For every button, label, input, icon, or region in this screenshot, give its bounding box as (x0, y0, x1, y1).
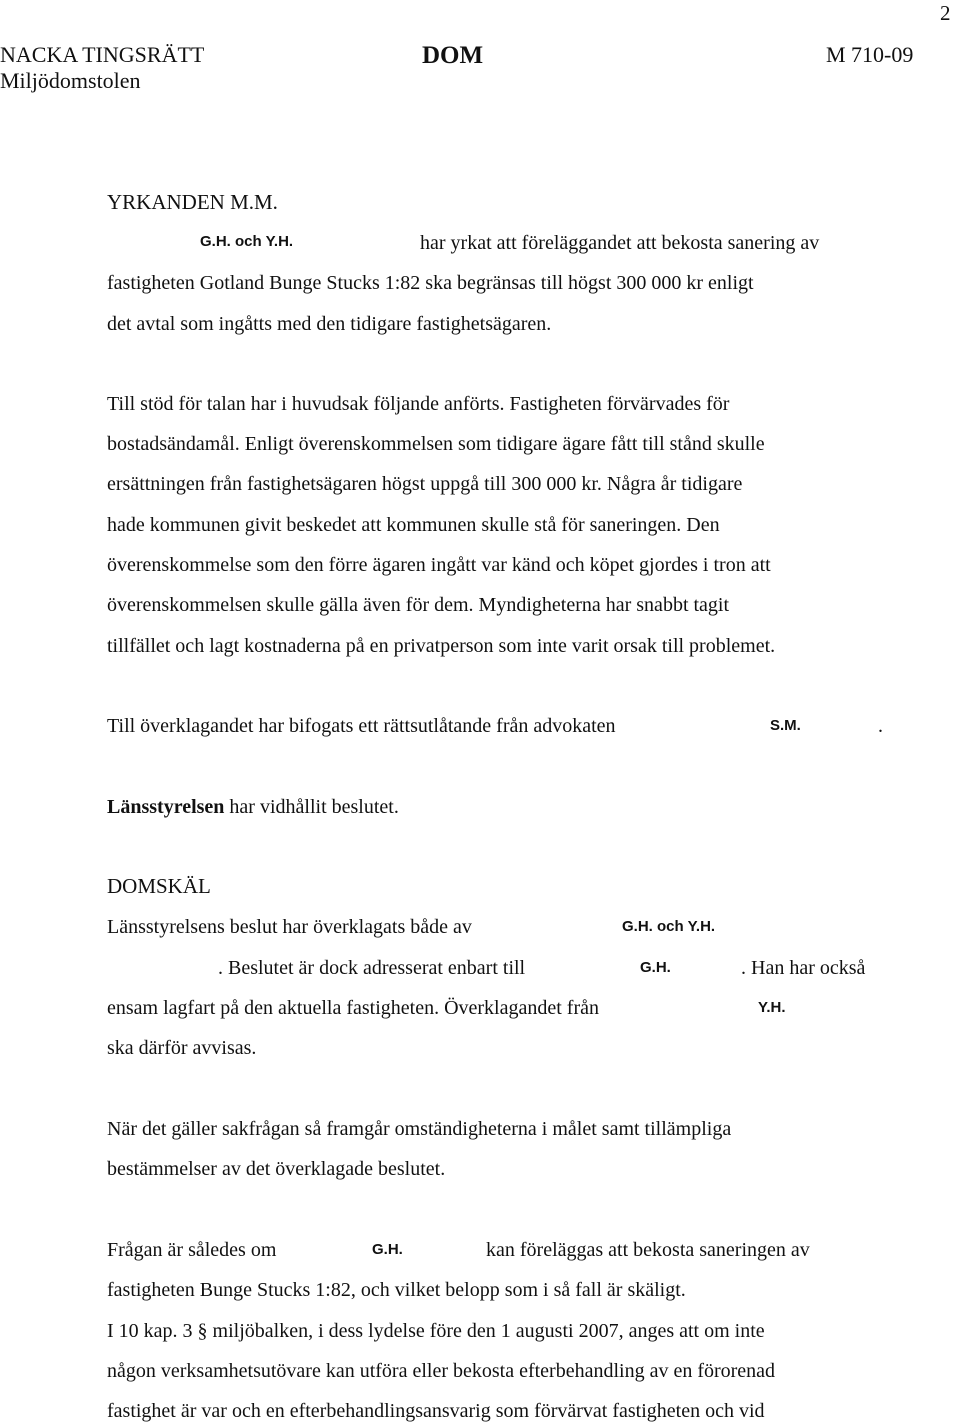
sakfragan-line-2: bestämmelser av det överklagade beslutet. (107, 1158, 446, 1180)
yrkanden-line-3: det avtal som ingåtts med den tidigare fastighetsägaren. (107, 313, 552, 335)
fragan-line-1-end: kan föreläggas att bekosta saneringen av (486, 1239, 810, 1261)
fragan-line-5: fastighet är var och en efterbehandlingsansvarig som förvärvat fastigheten och vid (107, 1400, 765, 1422)
domskal-line-1: Länsstyrelsens beslut har överklagats både av (107, 916, 472, 938)
support-line-2: bostadsändamål. Enligt överenskommelsen som tidigare ägare fått till stånd skulle (107, 433, 765, 455)
attachment-end: . (878, 715, 883, 737)
fragan-line-2: fastigheten Bunge Stucks 1:82, och vilket belopp som i så fall är skäligt. (107, 1279, 686, 1301)
fragan-line-1: Frågan är således om (107, 1239, 277, 1261)
case-number: M 710-09 (826, 42, 914, 67)
lansstyrelsen-text: har vidhållit beslutet. (224, 796, 399, 818)
fragan-line-1-name: G.H. (372, 1241, 403, 1258)
support-line-4: hade kommunen givit beskedet att kommunen skulle stå för saneringen. Den (107, 514, 720, 536)
attachment-text: Till överklagandet har bifogats ett rättsutlåtande från advokaten (107, 715, 616, 737)
court-division: Miljödomstolen (0, 68, 141, 93)
support-line-6: överenskommelsen skulle gälla även för dem. Myndigheterna har snabbt tagit (107, 594, 730, 616)
document-type: DOM (422, 42, 484, 69)
support-line-1: Till stöd för talan har i huvudsak följande anförts. Fastigheten förvärvades för (107, 393, 730, 415)
domskal-line-3: ensam lagfart på den aktuella fastigheten. Överklagandet från (107, 997, 600, 1019)
lansstyrelsen-statement (107, 794, 399, 820)
court-name: NACKA TINGSRÄTT (0, 42, 205, 67)
domskal-line-2-end: . Han har också (741, 957, 866, 979)
section-heading-yrkanden: YRKANDEN M.M. (107, 190, 278, 214)
support-line-3: ersättningen från fastighetsägaren högst uppgå till 300 000 kr. Några år tidigare (107, 473, 743, 495)
party-names: G.H. och Y.H. (200, 233, 294, 250)
yrkanden-line-2: fastigheten Gotland Bunge Stucks 1:82 ska begränsas till högst 300 000 kr enligt (107, 272, 754, 294)
domskal-line-4: ska därför avvisas. (107, 1037, 257, 1059)
fragan-line-3: I 10 kap. 3 § miljöbalken, i dess lydelse före den 1 augusti 2007, anges att om inte (107, 1320, 765, 1342)
domskal-line-2-name: G.H. (640, 959, 671, 976)
section-heading-domskal: DOMSKÄL (107, 874, 211, 898)
attachment-name: S.M. (770, 717, 801, 734)
yrkanden-line-1: har yrkat att föreläggandet att bekosta sanering av (420, 232, 820, 254)
domskal-line-3-name: Y.H. (758, 999, 786, 1016)
page-number: 2 (940, 1, 951, 25)
lansstyrelsen-label: Länsstyrelsen (107, 796, 225, 818)
fragan-line-4: någon verksamhetsutövare kan utföra eller bekosta efterbehandling av en förorenad (107, 1360, 776, 1382)
sakfragan-line-1: När det gäller sakfrågan så framgår omständigheterna i målet samt tillämpliga (107, 1118, 732, 1140)
support-line-5: överenskommelse som den förre ägaren ingått var känd och köpet gjordes i tron att (107, 554, 771, 576)
domskal-line-1-names: G.H. och Y.H. (622, 918, 716, 935)
domskal-line-2: . Beslutet är dock adresserat enbart till (218, 957, 526, 979)
support-line-7: tillfället och lagt kostnaderna på en privatperson som inte varit orsak till problemet. (107, 635, 776, 657)
